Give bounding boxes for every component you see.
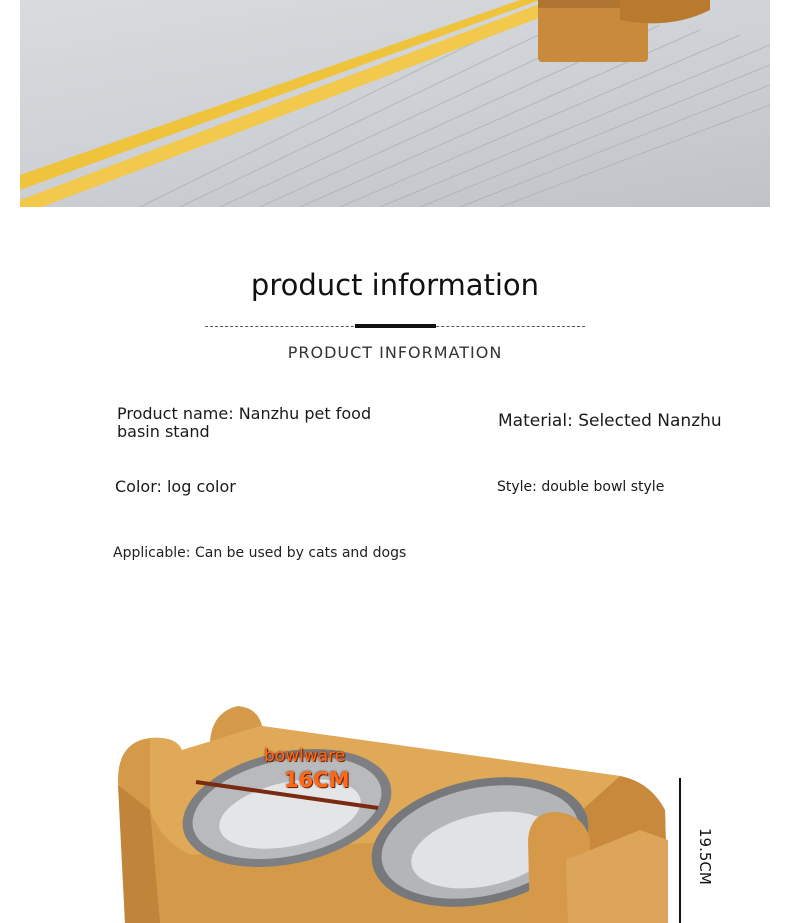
section-subtitle: PRODUCT INFORMATION bbox=[287, 343, 503, 362]
spec-product-name: Product name: Nanzhu pet food basin stand bbox=[117, 404, 372, 441]
spec-color: Color: log color bbox=[115, 477, 236, 496]
bowl-label: bowlware bbox=[264, 746, 346, 766]
spec-style: Style: double bowl style bbox=[497, 479, 665, 495]
stand-height: 19.5CM bbox=[696, 828, 714, 885]
bowl-diameter: 16CM bbox=[284, 768, 350, 792]
height-dimension-line bbox=[679, 778, 681, 923]
top-floor-photo bbox=[20, 0, 770, 207]
section-title: product information bbox=[250, 268, 540, 302]
title-divider-bold bbox=[355, 324, 436, 328]
product-photo bbox=[0, 690, 790, 923]
spec-applicable: Applicable: Can be used by cats and dogs bbox=[113, 545, 407, 561]
spec-material: Material: Selected Nanzhu bbox=[498, 411, 722, 431]
